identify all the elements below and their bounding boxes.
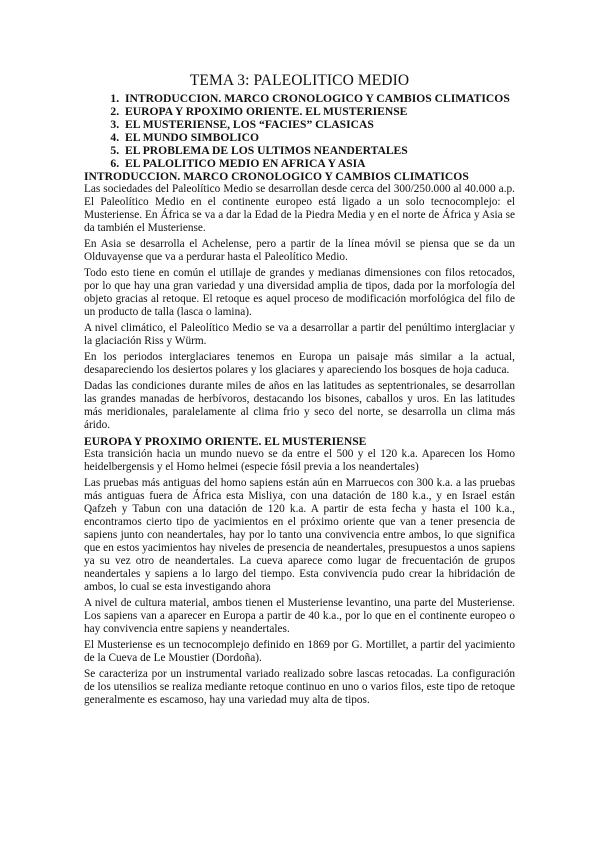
- table-of-contents: [84, 92, 515, 170]
- paragraph: Esta transición hacia un mundo nuevo se da entre el 500 y el 120 k.a. Aparecen los Homo heidelbergensis y el Homo helmei (especie fósil previa a los neandertales): [84, 448, 515, 473]
- paragraph: A nivel climático, el Paleolítico Medio se va a desarrollar a partir del penúltimo interglaciar y la glaciación Riss y Würm.: [84, 322, 515, 347]
- toc-item: 3. EL MUSTERIENSE, LOS “FACIES” CLASICAS: [122, 118, 515, 131]
- toc-item: 2. EUROPA Y RPOXIMO ORIENTE. EL MUSTERIENSE: [122, 105, 515, 118]
- paragraph: Dadas las condiciones durante miles de años en las latitudes as septentrionales, se desarrollan las grandes manadas de herbívoros, destacando los bisones, caballos y uros. En las latitudes más meridionales, paralelamente al clima frio y seco del norte, se desarrolla un clima más árido.: [84, 380, 515, 431]
- section-introduccion: [84, 170, 515, 432]
- paragraph: Todo esto tiene en común el utillaje de grandes y medianas dimensiones con filos retocados, por lo que hay una gran variedad y una diversidad amplia de tipos, dada por la morfología del objeto gracias al retoque. El retoque es aquel proceso de modificación morfológica del filo de un producto de talla (lasca o lamina).: [84, 267, 515, 318]
- paragraph: Las sociedades del Paleolítico Medio se desarrollan desde cerca del 300/250.000 al 40.000 a.p. El Paleolítico Medio en el continente europeo está ligado a un solo tecnocomplejo: el Musteriense. En África se va a dar la Edad de la Piedra Media y en el norte de África y Asia se da también el Musteriense.: [84, 183, 515, 234]
- paragraph: A nivel de cultura material, ambos tienen el Musteriense levantino, una parte del Musteriense. Los sapiens van a aparecer en Europa a partir de 40 k.a., por lo que en el continente europeo o hay convivencia entre sapiens y neandertales.: [84, 597, 515, 635]
- section-heading: INTRODUCCION. MARCO CRONOLOGICO Y CAMBIOS CLIMATICOS: [84, 170, 469, 183]
- page-title: TEMA 3: PALEOLITICO MEDIO: [189, 72, 410, 89]
- section-heading: EUROPA Y PROXIMO ORIENTE. EL MUSTERIENSE: [84, 435, 367, 448]
- paragraph: Las pruebas más antiguas del homo sapiens están aún en Marruecos con 300 k.a. a las pruebas más antiguas fuera de África esta Misliya, con una datación de 180 k.a., y en Israel están Qafzeh y Tabun con una datación de 120 k.a. A partir de esta fecha y hasta el 100 k.a., encontramos cierto tipo de yacimientos en el próximo oriente que van a tener presencia de sapiens junto con neandertales, hay por lo tanto una convivencia entre ambos, lo que significa que en estos yacimientos hay niveles de presencia de neandertales, presupuestos a unos sapiens ya su vez otro de neandertales. La cueva aparece como lugar de frecuentación de grupos neandertales y sapiens a lo largo del tiempo. Esta convivencia pudo crear la hibridación de ambos, lo cual se esta investigando ahora: [84, 477, 515, 593]
- paragraph: Se caracteriza por un instrumental variado realizado sobre lascas retocadas. La configuración de los utensilios se realiza mediante retoque continuo en uno o varios filos, este tipo de retoque generalmente es escamoso, hay una variedad muy alta de tipos.: [84, 668, 515, 706]
- paragraph: En Asia se desarrolla el Achelense, pero a partir de la línea móvil se piensa que se da un Olduvayense que va a perdurar hasta el Paleolítico Medio.: [84, 238, 515, 263]
- toc-item: 1. INTRODUCCION. MARCO CRONOLOGICO Y CAMBIOS CLIMATICOS: [122, 92, 515, 105]
- toc-item: 6. EL PALOLITICO MEDIO EN AFRICA Y ASIA: [122, 157, 515, 170]
- toc-item: 4. EL MUNDO SIMBOLICO: [122, 131, 515, 144]
- paragraph: En los periodos interglaciares tenemos en Europa un paisaje más similar a la actual, desapareciendo los desiertos polares y los glaciares y apareciendo los bosques de hoja caduca.: [84, 351, 515, 376]
- section-europa-proximo-oriente: [84, 435, 515, 707]
- toc-item: 5. EL PROBLEMA DE LOS ULTIMOS NEANDERTALES: [122, 144, 515, 157]
- paragraph: El Musteriense es un tecnocomplejo definido en 1869 por G. Mortillet, a partir del yacimiento de la Cueva de Le Moustier (Dordoña).: [84, 639, 515, 664]
